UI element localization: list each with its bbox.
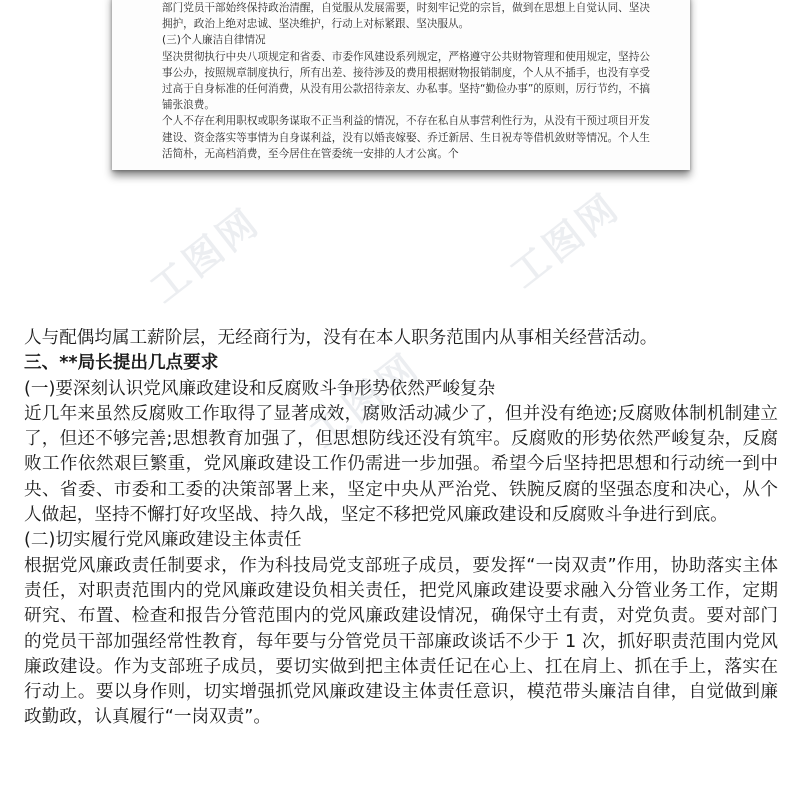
scan-paragraph: 部门党员干部始终保持政治清醒，自觉服从发展需要，时刻牢记党的宗旨，做到在思想上自觉认同、坚决拥护，政治上绝对忠诚、坚决维护，行动上对标紧跟、坚决服从。 <box>162 2 650 31</box>
scan-paragraph: 个人不存在利用职权或职务谋取不正当利益的情况，不存在私自从事营利性行为，从没有干预过项目开发建设、资金落实等事情为自身谋利益，没有以婚丧嫁娶、乔迁新居、生日祝寿等借机敛财等情况。个人生活简朴，无高档消费，至今居住在管委统一安排的人才公寓。个 <box>162 115 650 160</box>
watermark: 工图网 <box>501 184 629 297</box>
main-body-text <box>24 326 778 731</box>
subsection-heading-1: (一)要深刻认识党风廉政建设和反腐败斗争形势依然严峻复杂 <box>24 378 496 399</box>
scan-paragraph: 坚决贯彻执行中央八项规定和省委、市委作风建设系列规定，严格遵守公共财物管理和使用规定，坚持公事公办，按照规章制度执行，所有出差、接待涉及的费用根据财物报销制度，个人从不插手，也没有享受过高于自身标准的任何消费，从没有用公款招待亲友、办私事。坚持“勤俭办事”的原则，厉行节约，不搞铺张浪费。 <box>162 50 650 112</box>
scanned-document-card <box>112 0 690 170</box>
watermark: 工图网 <box>301 344 429 457</box>
subsection-paragraph-2: 根据党风廉政责任制要求，作为科技局党支部班子成员，要发挥“一岗双责”作用，协助落实主体责任，对职责范围内的党风廉政建设负相关责任，把党风廉政建设要求融入分管业务工作，定期研究、布置、检查和报告分管范围内的党风廉政建设情况，确保守土有责，对党负责。要对部门的党员干部加强经常性教育，每年要与分管党员干部廉政谈话不少于 1 次，抓好职责范围内党风廉政建设。作为支部班子成员，要切实做到把主体责任记在心上、扛在肩上、抓在手上，落实在行动上。要以身作则，切实增强抓党风廉政建设主体责任意识，模范带头廉洁自律，自觉做到廉政勤政，认真履行“一岗双责”。 <box>24 555 778 728</box>
scan-subheading: (三)个人廉洁自律情况 <box>162 34 266 47</box>
watermark: 工图网 <box>141 199 269 312</box>
section-heading: 三、**局长提出几点要求 <box>24 353 219 374</box>
scanned-document-text <box>112 0 690 162</box>
intro-paragraph: 人与配偶均属工薪阶层，无经商行为，没有在本人职务范围内从事相关经营活动。 <box>24 328 658 348</box>
subsection-paragraph-1: 近几年来虽然反腐败工作取得了显著成效，腐败活动减少了，但并没有绝迹;反腐败体制机制建立了，但还不够完善;思想教育加强了，但思想防线还没有筑牢。反腐败的形势依然严峻复杂，反腐败工作依然艰巨繁重，党风廉政建设工作仍需进一步加强。希望今后坚持把思想和行动统一到中央、省委、市委和工委的决策部署上来，坚定中央从严治党、铁腕反腐的坚强态度和决心，从个人做起，坚持不懈打好攻坚战、持久战，坚定不移把党风廉政建设和反腐败斗争进行到底。 <box>24 403 778 526</box>
subsection-heading-2: (二)切实履行党风廉政建设主体责任 <box>24 530 302 551</box>
